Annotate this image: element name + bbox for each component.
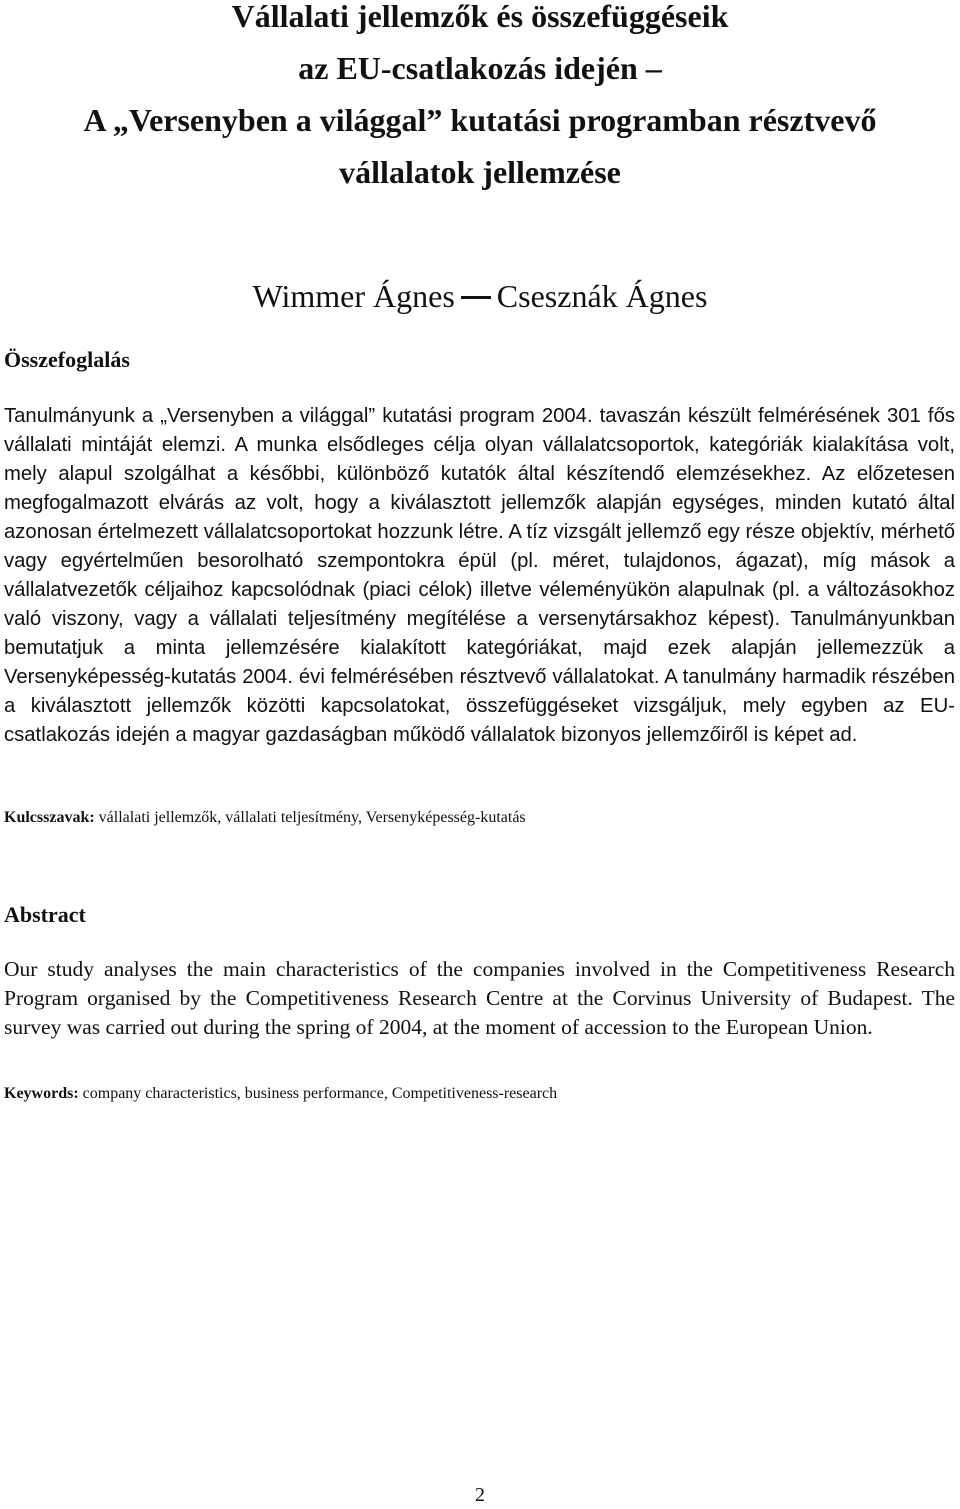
page-number: 2 (475, 1484, 485, 1506)
author-separator (461, 296, 491, 299)
abstract-text: Our study analyses the main characteristics of the companies involved in the Competitiveness Research Program organised by the Competitiveness Research Centre at the Corvinus University of Budapest. The survey was carried out during the spring of 2004, at the moment of accession to the European Union. (4, 957, 955, 1039)
title-line-4: vállalatok jellemzése (339, 154, 621, 190)
paper-title (0, 0, 960, 198)
author-list (0, 276, 960, 316)
title-line-1: Vállalati jellemzők és összefüggéseik (231, 0, 729, 34)
title-line-3: A „Versenyben a világgal” kutatási programban résztvevő (83, 102, 877, 138)
keywords-label: Keywords: (4, 1085, 79, 1102)
keywords-text: vállalati jellemzők, vállalati teljesítmény, Versenyképesség-kutatás (98, 809, 526, 826)
keywords-label: Kulcsszavak: (4, 809, 95, 826)
summary-heading: Összefoglalás (4, 347, 130, 372)
title-line-2: az EU-csatlakozás idején – (298, 50, 662, 86)
abstract-heading: Abstract (4, 902, 86, 927)
keywords-text: company characteristics, business performance, Competitiveness-research (82, 1085, 558, 1102)
summary-keywords (4, 808, 955, 828)
author-name: Csesznák Ágnes (496, 278, 708, 314)
abstract-keywords (4, 1084, 955, 1104)
author-name: Wimmer Ágnes (252, 278, 455, 314)
summary-text: Tanulmányunk a „Versenyben a világgal” kutatási program 2004. tavaszán készült felmérésének 301 fős vállalati mintáját elemzi. A munka elsődleges célja olyan vállalatcsoportok, kategóriák kialakítása volt, mely alapul szolgálhat a későbbi, különböző kutatók által készítendő elemzésekhez. Az előzetesen megfogalmazott elvárás az volt, hogy a kiválasztott jellemzők alapján egységes, minden kutató által azonosan értelmezett vállalatcsoportokat hozzunk létre. A tíz vizsgált jellemző egy része objektív, mérhető vagy egyértelműen besorolható szempontokra épül (pl. méret, tulajdonos, ágazat), míg mások a vállalatvezetők céljaihoz kapcsolódnak (piaci célok) illetve véleményükön alapulnak (pl. a változásokhoz való viszony, vagy a vállalati teljesítmény megítélése a versenytársakhoz képest). Tanulmányunkban bemutatjuk a minta jellemzésére kialakított kategóriákat, majd ezek alapján jellemezzük a Versenyképesség-kutatás 2004. évi felmérésében résztvevő vállalatokat. A tanulmány harmadik részében a kiválasztott jellemzők közötti kapcsolatokat, összefüggéseket vizsgáljuk, mely egyben az EU-csatlakozás idején a magyar gazdaságban működő vállalatok bizonyos jellemzőiről is képet ad. (4, 405, 955, 746)
